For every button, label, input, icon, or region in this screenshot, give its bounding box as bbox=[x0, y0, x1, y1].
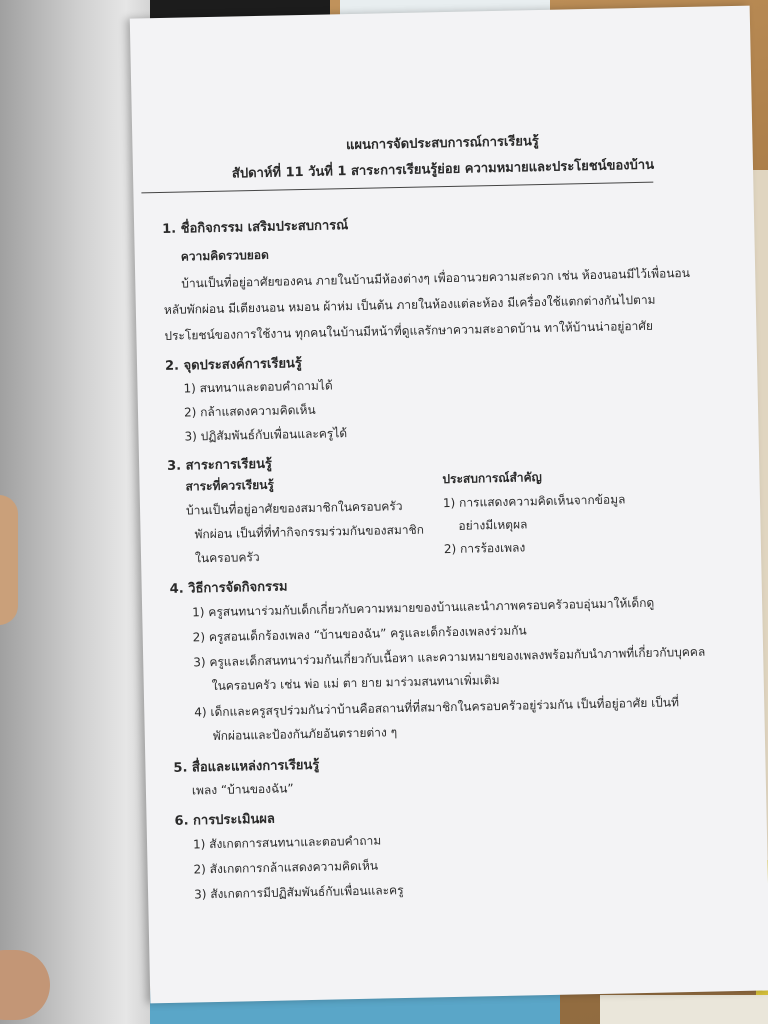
section6-item: 3) สังเกตการมีปฏิสัมพันธ์กับเพื่อนและครู bbox=[193, 883, 404, 902]
section3-heading: 3. สาระการเรียนรู้ bbox=[166, 456, 273, 474]
section2-heading: 2. จุดประสงค์การเรียนรู้ bbox=[164, 356, 303, 374]
document-content bbox=[130, 6, 768, 1004]
section1-subheading: ความคิดรวบยอด bbox=[180, 247, 269, 264]
section4-line: 1) ครูสนทนาร่วมกับเด็กเกี่ยวกับความหมายของบ้านและนำภาพครอบครัวอบอุ่นมาให้เด็กดู bbox=[192, 595, 655, 620]
section4-line: พักผ่อนและป้องกันภัยอันตรายต่าง ๆ bbox=[212, 725, 398, 744]
section1-line: หลับพักผ่อน มีเตียงนอน หมอน ผ้าห่ม เป็นต้น ภายในห้องแต่ละห้อง มีเครื่องใช้แตกต่างกันไปตาม bbox=[163, 292, 656, 317]
section4-line: 2) ครูสอนเด็กร้องเพลง “บ้านของฉัน” ครูและเด็กร้องเพลงร่วมกัน bbox=[192, 623, 527, 645]
paper-edge bbox=[600, 995, 768, 1024]
section4-line: 4) เด็กและครูสรุปร่วมกันว่าบ้านคือสถานที่ที่สมาชิกในครอบครัวอยู่ร่วมกัน เป็นที่อยู่อาศัย เป็นที่ bbox=[194, 695, 680, 720]
doc-subtitle: สัปดาห์ที่ 11 วันที่ 1 สาระการเรียนรู้ย่อย ความหมายและประโยชน์ของบ้าน bbox=[231, 157, 655, 182]
section6-item: 1) สังเกตการสนทนาและตอบคำถาม bbox=[192, 833, 382, 852]
section2-item: 3) ปฏิสัมพันธ์กับเพื่อนและครูได้ bbox=[184, 426, 348, 444]
section3-right-line: 2) การร้องเพลง bbox=[443, 540, 526, 557]
section2-item: 2) กล้าแสดงความคิดเห็น bbox=[183, 402, 316, 420]
section5-heading: 5. สื่อและแหล่งการเรียนรู้ bbox=[173, 757, 320, 776]
section3-left-line: พักผ่อน เป็นที่ที่ทำกิจกรรมร่วมกันของสมาชิก bbox=[194, 522, 425, 542]
left-page bbox=[0, 0, 150, 1024]
section6-heading: 6. การประเมินผล bbox=[174, 811, 276, 829]
section4-heading: 4. วิธีการจัดกิจกรรม bbox=[169, 579, 288, 597]
doc-title: แผนการจัดประสบการณ์การเรียนรู้ bbox=[345, 134, 539, 154]
section3-left-line: บ้านเป็นที่อยู่อาศัยของสมาชิกในครอบครัว bbox=[185, 498, 403, 518]
section6-item: 2) สังเกตการกล้าแสดงความคิดเห็น bbox=[193, 858, 379, 877]
section4-line: ในครอบครัว เช่น พ่อ แม่ ตา ยาย มาร่วมสนทนาเพิ่มเติม bbox=[211, 673, 500, 694]
section3-right-line: 1) การแสดงความคิดเห็นจากข้อมูล bbox=[442, 492, 626, 511]
section1-line: บ้านเป็นที่อยู่อาศัยของคน ภายในบ้านมีห้องต่างๆ เพื่ออานวยความสะดวก เช่น ห้องนอนมีไว้เพื่อนอน bbox=[181, 265, 691, 291]
section1-line: ประโยชน์ของการใช้งาน ทุกคนในบ้านมีหน้าที่ดูแลรักษาความสะอาดบ้าน ทาให้บ้านน่าอยู่อาศัย bbox=[164, 318, 654, 343]
section4-line: 3) ครูและเด็กสนทนาร่วมกันเกี่ยวกับเนื้อหา และความหมายของเพลงพร้อมกับนำภาพที่เกี่ยวกับบุคคล bbox=[193, 644, 706, 670]
finger bbox=[0, 495, 18, 625]
section3-left-line: ในครอบครัว bbox=[194, 549, 260, 566]
section5-line: เพลง “บ้านของฉัน” bbox=[191, 781, 294, 798]
section2-item: 1) สนทนาและตอบคำถามได้ bbox=[183, 378, 333, 396]
section3-right-line: อย่างมีเหตุผล bbox=[458, 517, 528, 533]
document-page bbox=[130, 6, 768, 1004]
section3-left-subheading: สาระที่ควรเรียนรู้ bbox=[185, 477, 275, 494]
section3-right-subheading: ประสบการณ์สำคัญ bbox=[442, 470, 542, 487]
section1-heading: 1. ชื่อกิจกรรม เสริมประสบการณ์ bbox=[162, 218, 349, 237]
